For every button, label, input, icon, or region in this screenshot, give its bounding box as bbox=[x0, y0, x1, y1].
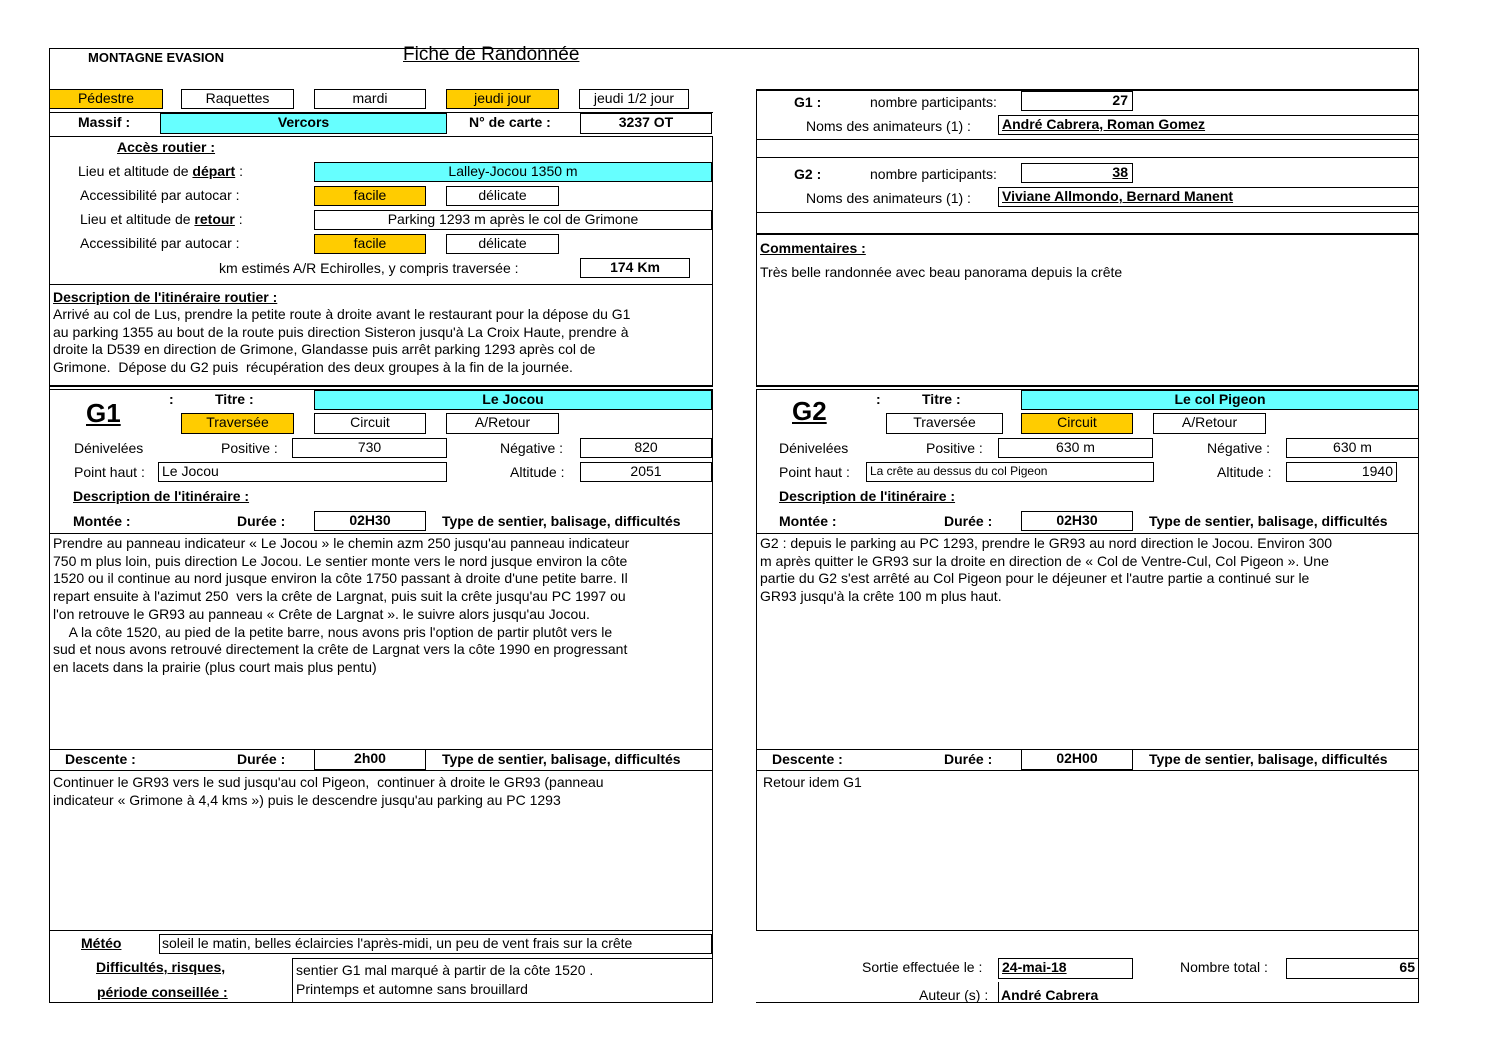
g2-traversee: Traversée bbox=[886, 413, 1003, 434]
g2-titre: Le col Pigeon bbox=[1021, 390, 1419, 410]
g1-participants: 27 bbox=[1021, 91, 1133, 111]
g2-positive: 630 m bbox=[998, 438, 1153, 458]
day-jeudi-jour: jeudi jour bbox=[446, 89, 559, 109]
divider bbox=[49, 136, 713, 137]
commentaires-title: Commentaires : bbox=[760, 240, 866, 256]
g2-aretour: A/Retour bbox=[1153, 413, 1266, 434]
day-jeudi-demi: jeudi 1/2 jour bbox=[579, 89, 689, 109]
depart-label: Lieu et altitude de départ : bbox=[78, 163, 243, 179]
g2-negative-label: Négative : bbox=[1207, 440, 1271, 456]
org-name: MONTAGNE EVASION bbox=[88, 50, 225, 65]
divider bbox=[49, 533, 713, 534]
g2-animateurs: Viviane Allmondo, Bernard Manent bbox=[998, 187, 1419, 207]
g1-animateurs-label: Noms des animateurs (1) : bbox=[806, 118, 971, 134]
divider bbox=[756, 385, 1419, 387]
type-pedestre: Pédestre bbox=[49, 89, 163, 109]
massif-value: Vercors bbox=[160, 113, 447, 134]
retour-delicate: délicate bbox=[446, 234, 559, 254]
g1-aretour: A/Retour bbox=[446, 413, 559, 434]
divider bbox=[756, 770, 1419, 771]
depart-value: Lalley-Jocou 1350 m bbox=[314, 162, 712, 182]
carte-label: N° de carte : bbox=[469, 114, 551, 130]
g2-montee-duree: 02H30 bbox=[1021, 511, 1133, 531]
divider bbox=[49, 284, 713, 285]
divider bbox=[712, 389, 713, 1002]
g2-animateurs-label: Noms des animateurs (1) : bbox=[806, 190, 971, 206]
page-title: Fiche de Randonnée bbox=[403, 44, 580, 65]
g2-montee-text: G2 : depuis le parking au PC 1293, prendre le GR93 au nord direction le Jocou. Environ 300 m après quitter le GR93 sur la droite en direction de « Col de Ventre-Cul, Col Pigeon ». Une partie du G2 s'est arrêté au Col Pigeon pour le déjeuner et l'autre partie a continué sur le GR93 jusqu'à la crête 100 m plus haut. bbox=[760, 535, 1333, 605]
g2-montee-label: Montée : bbox=[779, 513, 837, 529]
total-value: 65 bbox=[1286, 958, 1419, 979]
g2-descente-sentier-label: Type de sentier, balisage, difficultés bbox=[1149, 751, 1388, 767]
g2-descente-duree-label: Durée : bbox=[944, 751, 993, 767]
g2-sentier-label: Type de sentier, balisage, difficultés bbox=[1149, 513, 1388, 529]
type-raquettes: Raquettes bbox=[181, 89, 294, 109]
g2-titre-label: Titre : bbox=[922, 391, 961, 407]
auteur-value: André Cabrera bbox=[1001, 987, 1099, 1003]
km-value: 174 Km bbox=[580, 258, 690, 278]
g2-descente-duree: 02H00 bbox=[1021, 749, 1133, 770]
periode-label: période conseillée : bbox=[97, 984, 228, 1000]
divider bbox=[1396, 462, 1397, 482]
g1-titre-label: Titre : bbox=[215, 391, 254, 407]
g2-altitude: 1940 bbox=[1286, 462, 1396, 482]
difficultes-value: sentier G1 mal marqué à partir de la côte 1520 . bbox=[296, 962, 594, 978]
g1-point-haut: Le Jocou bbox=[158, 462, 447, 482]
divider bbox=[712, 136, 713, 284]
g2-participants: 38 bbox=[1021, 163, 1133, 183]
g1-altitude: 2051 bbox=[580, 462, 712, 482]
g1-point-haut-label: Point haut : bbox=[74, 464, 145, 480]
desc-routier-title: Description de l'itinéraire routier : bbox=[53, 289, 278, 305]
g1-colon: : bbox=[169, 391, 174, 407]
frame-top bbox=[49, 48, 1419, 49]
g2-negative: 630 m bbox=[1286, 438, 1419, 458]
g1-desc-title: Description de l'itinéraire : bbox=[73, 488, 250, 504]
commentaires-text: Très belle randonnée avec beau panorama depuis la crête bbox=[760, 264, 1123, 280]
retour-facile: facile bbox=[314, 234, 426, 254]
g2-point-haut: La crête au dessus du col Pigeon bbox=[866, 462, 1154, 482]
divider bbox=[49, 385, 713, 387]
g1-descente-label: Descente : bbox=[65, 751, 136, 767]
divider bbox=[756, 389, 757, 930]
difficultes-label: Difficultés, risques, bbox=[96, 959, 226, 975]
frame-left bbox=[49, 48, 50, 1002]
divider bbox=[756, 157, 1419, 158]
g2-duree-label: Durée : bbox=[944, 513, 993, 529]
g1-participants-label: nombre participants: bbox=[870, 94, 997, 110]
sortie-label: Sortie effectuée le : bbox=[862, 959, 983, 975]
retour-label: Lieu et altitude de retour : bbox=[80, 211, 243, 227]
divider bbox=[49, 930, 713, 931]
g1-circuit: Circuit bbox=[314, 413, 426, 434]
g1-sentier-label: Type de sentier, balisage, difficultés bbox=[442, 513, 681, 529]
g1-positive-label: Positive : bbox=[221, 440, 278, 456]
g1-descente-duree: 2h00 bbox=[314, 749, 426, 770]
g2-colon: : bbox=[876, 391, 881, 407]
g1-descente-sentier-label: Type de sentier, balisage, difficultés bbox=[442, 751, 681, 767]
depart-facile: facile bbox=[314, 186, 426, 206]
day-mardi: mardi bbox=[314, 89, 426, 109]
sortie-value: 24-mai-18 bbox=[998, 958, 1133, 979]
g1-montee-duree: 02H30 bbox=[314, 511, 426, 531]
g1-negative-label: Négative : bbox=[500, 440, 564, 456]
g2-desc-title: Description de l'itinéraire : bbox=[779, 488, 956, 504]
divider bbox=[756, 89, 757, 386]
g1-negative: 820 bbox=[580, 438, 712, 458]
divider bbox=[756, 533, 1419, 534]
g1-montee-text: Prendre au panneau indicateur « Le Jocou » le chemin azm 250 jusqu'au panneau indicateur 750 m plus loin, puis direction Le Jocou. Le sentier monte vers le nord jusque environ la côte 1520 ou il continue au nord jusque environ la côte 1750 passant à droite d'une petite barre. Il repart ensuite à l'azimut 250 vers la crête de Largnat, puis suit la crête jusqu'au PC 1997 ou l'on retrouve le GR93 au panneau « Crête de Largnat ». le suivre alors jusqu'au Jocou. A la côte 1520, au pied de la petite barre, nous avons pris l'option de partir plutôt vers le sud et nous avons retrouvé directement la crête de Largnat vers la côte 1990 en progressant en lacets dans la prairie (plus court mais plus pentu) bbox=[53, 535, 630, 675]
g2-denivelees-label: Dénivelées bbox=[779, 440, 849, 456]
g1-name: G1 bbox=[86, 398, 121, 428]
acces-title: Accès routier : bbox=[117, 139, 216, 155]
divider bbox=[756, 930, 1419, 931]
g1-montee-label: Montée : bbox=[73, 513, 131, 529]
g1-descente-duree-label: Durée : bbox=[237, 751, 286, 767]
g1-group-label: G1 : bbox=[794, 94, 822, 110]
divider bbox=[756, 139, 1419, 140]
depart-delicate: délicate bbox=[446, 186, 559, 206]
divider bbox=[292, 958, 293, 1002]
km-label: km estimés A/R Echirolles, y compris traversée : bbox=[219, 260, 519, 276]
g1-duree-label: Durée : bbox=[237, 513, 286, 529]
g2-altitude-label: Altitude : bbox=[1217, 464, 1272, 480]
g2-circuit: Circuit bbox=[1021, 413, 1133, 434]
retour-value: Parking 1293 m après le col de Grimone bbox=[314, 210, 712, 230]
g1-denivelees-label: Dénivelées bbox=[74, 440, 144, 456]
massif-label: Massif : bbox=[78, 114, 131, 130]
total-label: Nombre total : bbox=[1180, 959, 1268, 975]
g1-traversee: Traversée bbox=[181, 413, 294, 434]
autocar-label-2: Accessibilité par autocar : bbox=[80, 235, 240, 251]
g2-participants-label: nombre participants: bbox=[870, 166, 997, 182]
divider bbox=[49, 770, 713, 771]
carte-value: 3237 OT bbox=[580, 113, 712, 134]
divider bbox=[756, 233, 1419, 235]
autocar-label: Accessibilité par autocar : bbox=[80, 187, 240, 203]
divider bbox=[756, 212, 1419, 213]
desc-routier-text: Arrivé au col de Lus, prendre la petite route à droite avant le restaurant pour la dépose du G1 au parking 1355 au bout de la route puis direction Sisteron jusqu'à La Croix Haute, prendre à droite la D539 en direction de Grimone, Glandasse puis arrêt parking 1293 après col de Grimone. Dépose du G2 puis récupération des deux groupes à la fin de la journée. bbox=[53, 306, 631, 376]
meteo-value: soleil le matin, belles éclaircies l'après-midi, un peu de vent frais sur la crête bbox=[159, 934, 712, 954]
g1-altitude-label: Altitude : bbox=[510, 464, 565, 480]
g1-titre: Le Jocou bbox=[314, 390, 712, 410]
divider bbox=[998, 982, 999, 1002]
divider bbox=[712, 284, 713, 386]
g1-positive: 730 bbox=[292, 438, 447, 458]
divider bbox=[292, 958, 713, 959]
frame-bottom-left bbox=[49, 1002, 713, 1003]
g2-positive-label: Positive : bbox=[926, 440, 983, 456]
periode-value: Printemps et automne sans brouillard bbox=[296, 981, 528, 997]
g2-descente-label: Descente : bbox=[772, 751, 843, 767]
g2-point-haut-label: Point haut : bbox=[779, 464, 850, 480]
g1-animateurs: André Cabrera, Roman Gomez bbox=[998, 115, 1419, 135]
auteur-label: Auteur (s) : bbox=[919, 987, 989, 1003]
g2-descente-text: Retour idem G1 bbox=[763, 774, 862, 790]
g2-group-label: G2 : bbox=[794, 166, 822, 182]
g2-name: G2 bbox=[792, 396, 827, 426]
g1-descente-text: Continuer le GR93 vers le sud jusqu'au col Pigeon, continuer à droite le GR93 (panneau indicateur « Grimone à 4,4 kms ») puis le descendre jusqu'au parking au PC 1293 bbox=[53, 774, 604, 808]
meteo-label: Météo bbox=[81, 935, 122, 951]
